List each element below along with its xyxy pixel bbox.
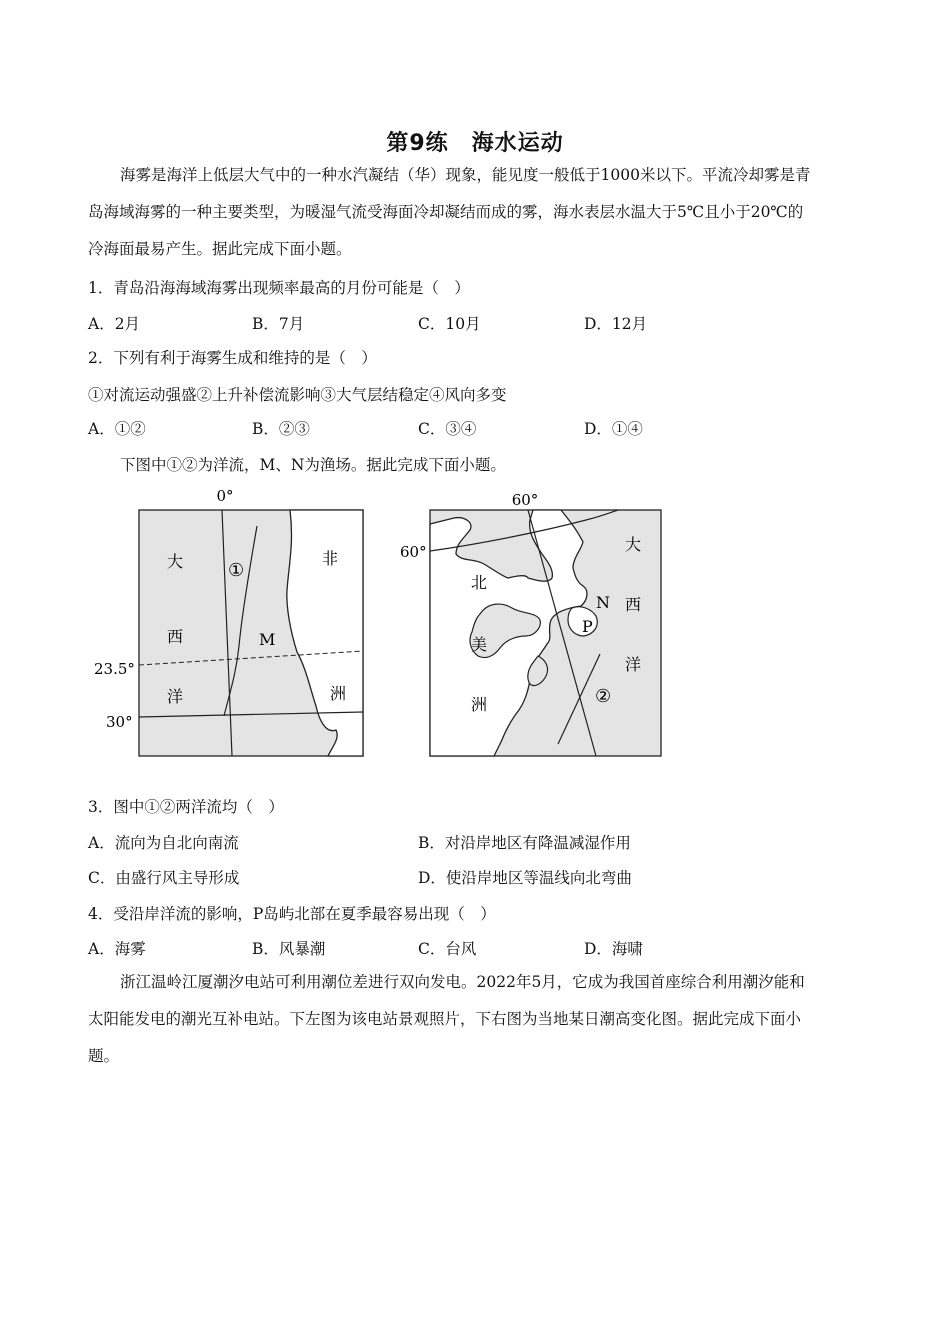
question-2-option-c[interactable]: C．③④ <box>418 420 477 438</box>
map-right-ocean-char-1: 大 <box>625 535 642 554</box>
map-left-ocean-char-3: 洋 <box>167 687 184 706</box>
map-right-ocean-char-3: 洋 <box>625 655 642 674</box>
map-left-land-char-1: 非 <box>322 549 339 568</box>
map-right-ocean-char-2: 西 <box>625 595 642 614</box>
map-left-ocean-char-2: 西 <box>167 627 184 646</box>
island-p-label: P <box>582 617 593 636</box>
map-right-lon-label: 60° <box>511 491 539 509</box>
map-left <box>94 484 400 764</box>
question-1-stem: 1．青岛沿海海域海雾出现频率最高的月份可能是（ ） <box>88 279 470 297</box>
intro-line: 海雾是海洋上低层大气中的一种水汽凝结（华）现象，能见度一般低于1000米以下。平流冷却雾是青 <box>120 166 811 184</box>
question-2-option-b[interactable]: B．②③ <box>252 420 310 438</box>
question-1-option-d[interactable]: D．12月 <box>584 315 648 333</box>
question-3-option-c[interactable]: C．由盛行风主导形成 <box>88 869 240 887</box>
map-left-ocean-char-1: 大 <box>167 552 184 571</box>
question-4-option-a[interactable]: A．海雾 <box>88 940 146 958</box>
question-4-option-d[interactable]: D．海啸 <box>584 940 643 958</box>
intro-line: 浙江温岭江厦潮汐电站可利用潮位差进行双向发电。2022年5月，它成为我国首座综合利用潮汐能和 <box>120 973 805 991</box>
question-4-stem: 4．受沿岸洋流的影响，P岛屿北部在夏季最容易出现（ ） <box>88 905 496 923</box>
question-3-option-a[interactable]: A．流向为自北向南流 <box>88 834 239 852</box>
question-1-option-c[interactable]: C．10月 <box>418 315 481 333</box>
page-title: 第9练 海水运动 <box>386 131 564 156</box>
intro-line: 题。 <box>88 1047 120 1065</box>
map-right-lat-label: 60° <box>400 543 427 561</box>
question-4-option-b[interactable]: B．风暴潮 <box>252 940 326 958</box>
question-3-stem: 3．图中①②两洋流均（ ） <box>88 798 284 816</box>
intro-line: 岛海域海雾的一种主要类型，为暖湿气流受海面冷却凝结而成的雾，海水表层水温大于5℃且小于20℃的 <box>88 203 804 221</box>
question-4-option-c[interactable]: C．台风 <box>418 940 477 958</box>
map-left-lon-label: 0° <box>216 487 234 505</box>
question-2-items: ①对流运动强盛②上升补偿流影响③大气层结稳定④风向多变 <box>88 386 507 404</box>
map-right-land-char-2: 美 <box>471 635 488 654</box>
current-2-label: ② <box>595 686 612 707</box>
intro-line: 冷海面最易产生。据此完成下面小题。 <box>88 240 352 258</box>
intro-paragraph-1 <box>88 157 868 268</box>
map-right <box>390 484 690 764</box>
map-left-land-char-2: 洲 <box>330 684 347 703</box>
map-left-lat-label-30: 30° <box>106 713 133 731</box>
question-1-option-b[interactable]: B．7月 <box>252 315 305 333</box>
fishery-n-label: N <box>596 593 610 612</box>
intro-paragraph-2: 下图中①②为洋流，M、N为渔场。据此完成下面小题。 <box>120 456 506 474</box>
map-right-land-char-3: 洲 <box>471 695 488 714</box>
question-2-stem: 2．下列有利于海雾生成和维持的是（ ） <box>88 349 377 367</box>
question-3-option-d[interactable]: D．使沿岸地区等温线向北弯曲 <box>418 869 632 887</box>
question-2-option-a[interactable]: A．①② <box>88 420 146 438</box>
question-2-option-d[interactable]: D．①④ <box>584 420 643 438</box>
map-right-land-char-1: 北 <box>471 573 488 592</box>
map-left-lat-label-tropic: 23.5° <box>94 660 135 678</box>
current-1-label: ① <box>228 560 245 581</box>
intro-paragraph-3 <box>88 964 868 1075</box>
question-3-option-b[interactable]: B．对沿岸地区有降温减湿作用 <box>418 834 631 852</box>
fishery-m-label: M <box>259 630 276 649</box>
question-1-option-a[interactable]: A．2月 <box>88 315 141 333</box>
intro-line: 太阳能发电的潮光互补电站。下左图为该电站景观照片，下右图为当地某日潮高变化图。据此完成下面小 <box>88 1010 802 1028</box>
